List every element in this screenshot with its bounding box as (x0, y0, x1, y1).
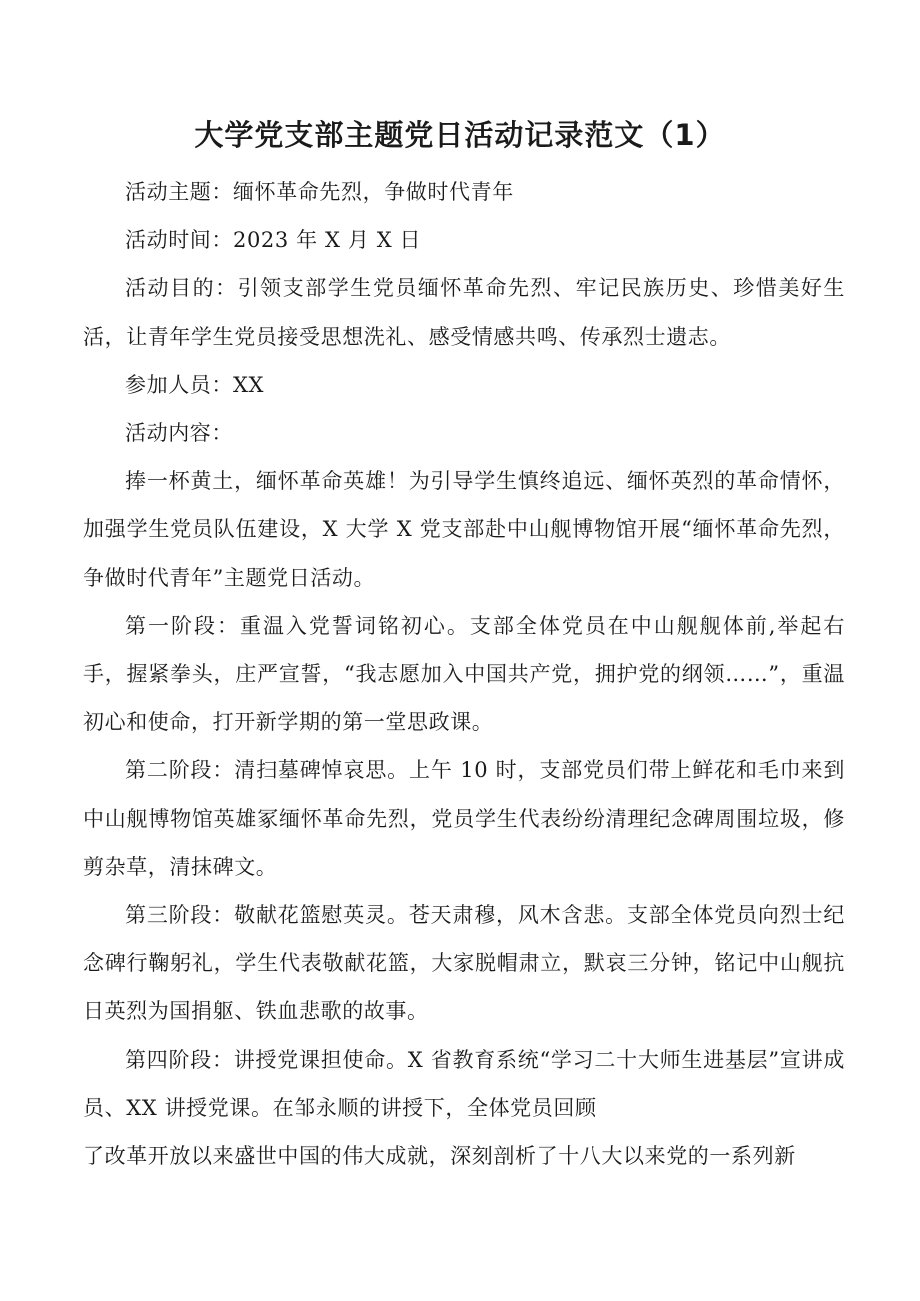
paragraph-stage-4-continued: 了改革开放以来盛世中国的伟大成就，深刻剖析了十八大以来党的一系列新 (83, 1144, 796, 1169)
activity-purpose: 活动目的：引领支部学生党员缅怀革命先烈、牢记民族历史、珍惜美好生活，让青年学生党员接受思想洗礼、感受情感共鸣、传承烈士遗志。 (83, 276, 845, 349)
activity-time: 活动时间：2023 年 X 月 X 日 (125, 228, 422, 253)
document-title: 大学党支部主题党日活动记录范文（1） (194, 118, 726, 152)
paragraph-stage-4: 第四阶段：讲授党课担使命。X 省教育系统“学习二十大师生进基层”宣讲成员、XX 讲授党课。在邹永顺的讲授下，全体党员回顾 (83, 1047, 845, 1120)
paragraph-stage-3: 第三阶段：敬献花篮慰英灵。苍天肃穆，风木含悲。支部全体党员向烈士纪念碑行鞠躬礼，学生代表敬献花篮，大家脱帽肃立，默哀三分钟，铭记中山舰抗日英烈为国捐躯、铁血悲歌的故事。 (83, 903, 845, 1024)
activity-content-label: 活动内容： (125, 421, 233, 446)
paragraph-intro: 捧一杯黄土，缅怀革命英雄！为引导学生慎终追远、缅怀英烈的革命情怀，加强学生党员队伍建设，X 大学 X 党支部赴中山舰博物馆开展“缅怀革命先烈，争做时代青年”主题党日活动。 (83, 469, 845, 590)
paragraph-stage-1: 第一阶段：重温入党誓词铭初心。支部全体党员在中山舰舰体前,举起右手，握紧拳头，庄严宣誓，“我志愿加入中国共产党，拥护党的纲领……”，重温初心和使命，打开新学期的第一堂思政课。 (83, 613, 845, 735)
paragraph-stage-2: 第二阶段：清扫墓碑悼哀思。上午 10 时，支部党员们带上鲜花和毛巾来到中山舰博物馆英雄冢缅怀革命先烈，党员学生代表纷纷清理纪念碑周围垃圾，修剪杂草，清抹碑文。 (83, 758, 845, 879)
document-body (83, 168, 845, 1180)
activity-participants: 参加人员：XX (125, 372, 265, 397)
activity-theme: 活动主题：缅怀革命先烈，争做时代青年 (125, 180, 514, 204)
